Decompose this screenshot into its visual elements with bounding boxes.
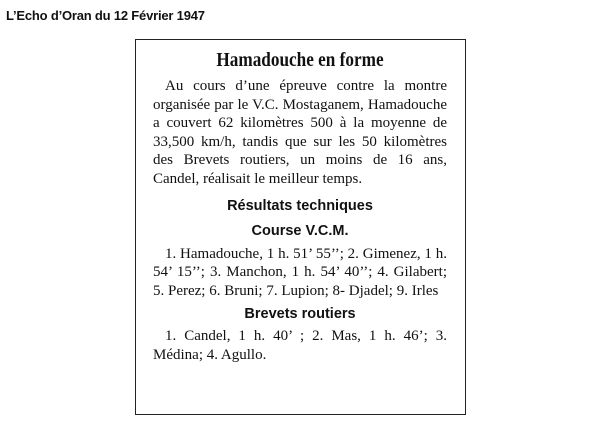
brevets-results-paragraph: 1. Candel, 1 h. 40’ ; 2. Mas, 1 h. 46’; 3. Médina; 4. Agullo. — [153, 328, 447, 363]
course-results-paragraph: 1. Hamadouche, 1 h. 51’ 55’’; 2. Gimenez, 1 h. 54’ 15’’; 3. Manchon, 1 h. 54’ 40’’; 4. Gilabert; 5. Perez; 6. Bruni; 7. Lupion; 8- Djadel; 9. Irles — [153, 245, 447, 299]
article-box — [135, 39, 466, 415]
newspaper-source-caption: L’Echo d’Oran du 12 Février 1947 — [6, 8, 205, 23]
brevets-heading: Brevets routiers — [244, 306, 356, 323]
results-heading: Résultats techniques — [227, 197, 373, 214]
course-heading: Course V.C.M. — [251, 222, 349, 239]
article-lead-paragraph: Au cours d’une épreuve contre la montre organisée par le V.C. Mostaganem, Hamadouche a couvert 62 kilomètres 500 à la moyenne de 33,500 km/h, tandis que sur les 50 kilomètres des Brevets routiers, un moins de 16 ans, Candel, réalisait le meilleur temps. — [153, 78, 447, 187]
article-headline: Hamadouche en forme — [216, 49, 384, 71]
